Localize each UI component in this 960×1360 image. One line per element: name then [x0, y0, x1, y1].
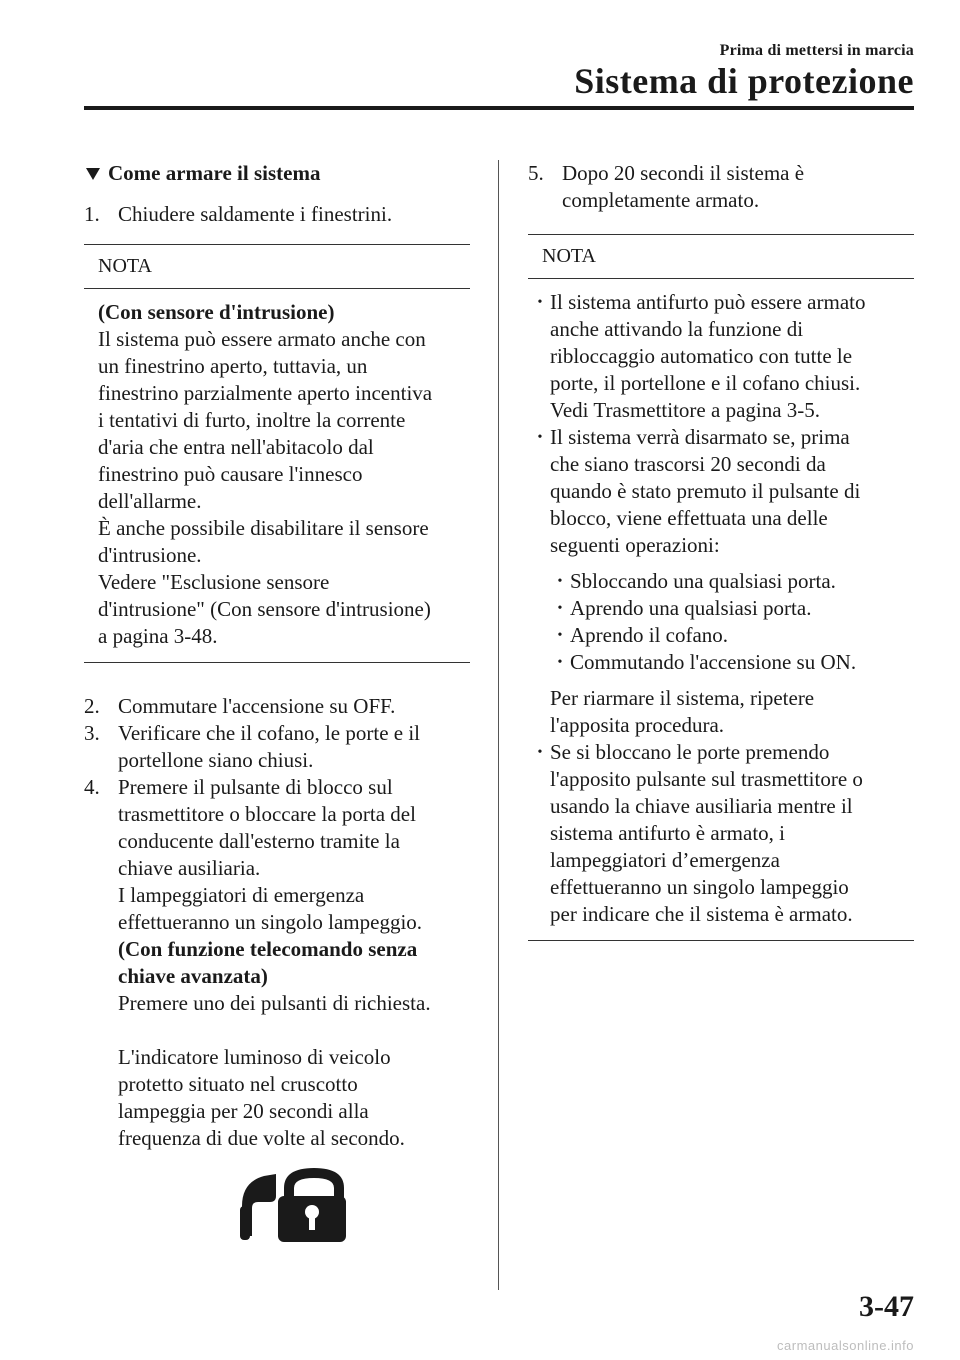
bullet-line: anche attivando la funzione di: [550, 317, 804, 341]
step-line: protetto situato nel cruscotto: [118, 1072, 358, 1096]
bullet-dot-icon: •: [537, 430, 543, 445]
rearm-line: l'apposita procedura.: [550, 713, 725, 737]
step-number: 2.: [84, 694, 100, 718]
step-line: completamente armato.: [562, 188, 760, 212]
step-line: L'indicatore luminoso di veicolo: [118, 1045, 391, 1069]
sub-bullet: [550, 649, 906, 676]
bullet-dot-icon: •: [557, 601, 563, 616]
column-divider: [498, 160, 499, 1290]
note-line: d'intrusione" (Con sensore d'intrusione): [98, 597, 431, 621]
bullet-dot-icon: •: [557, 628, 563, 643]
section-heading: [84, 160, 470, 187]
step-line-bold: chiave avanzata): [118, 964, 268, 988]
bullet-line: Se si bloccano le porte premendo: [550, 740, 830, 764]
step-line-bold: (Con funzione telecomando senza: [118, 937, 418, 961]
bullet-line: che siano trascorsi 20 secondi da: [550, 452, 826, 476]
step-line: lampeggia per 20 secondi alla: [118, 1099, 369, 1123]
note-line: a pagina 3-48.: [98, 624, 218, 648]
step-number: 1.: [84, 202, 100, 226]
note-line: finestrino parzialmente aperto incentiva: [98, 381, 433, 405]
note-bullet: [530, 424, 906, 739]
step-line: chiave ausiliaria.: [118, 856, 261, 880]
note-line: (Con sensore d'intrusione): [98, 300, 335, 324]
bullet-line: effettueranno un singolo lampeggio: [550, 875, 849, 899]
step-line: conducente dall'esterno tramite la: [118, 829, 400, 853]
bullet-line: porte, il portellone e il cofano chiusi.: [550, 371, 861, 395]
note-line: dell'allarme.: [98, 489, 202, 513]
note-bullet: [530, 289, 906, 424]
sub-bullet-text: Commutando l'accensione su ON.: [570, 650, 857, 674]
bullet-text: [550, 289, 906, 424]
step-number: 3.: [84, 721, 100, 745]
note-bullet: [530, 739, 906, 928]
step-2: [84, 693, 470, 720]
step-3: [84, 720, 470, 774]
note-line: un finestrino aperto, tuttavia, un: [98, 354, 368, 378]
note-body: [528, 279, 914, 940]
note-box: [84, 244, 470, 663]
note-label: NOTA: [528, 235, 914, 279]
step-line: Dopo 20 secondi il sistema è: [562, 161, 805, 185]
page-number: 3-47: [859, 1290, 914, 1323]
step-text: [118, 720, 470, 774]
bullet-line: Vedi Trasmettitore a pagina 3-5.: [550, 398, 821, 422]
bullet-line: ribloccaggio automatico con tutte le: [550, 344, 853, 368]
bullet-line: Il sistema antifurto può essere armato: [550, 290, 866, 314]
section-title: Come armare il sistema: [108, 161, 321, 185]
note-line: d'intrusione.: [98, 543, 202, 567]
step-1: [84, 201, 470, 228]
note-line: È anche possibile disabilitare il sensore: [98, 516, 429, 540]
note-line: finestrino può causare l'innesco: [98, 462, 363, 486]
step-number: 5.: [528, 161, 544, 185]
bullet-dot-icon: •: [557, 574, 563, 589]
note-box: [528, 234, 914, 941]
note-body: [84, 289, 470, 662]
step-text: Chiudere saldamente i finestrini.: [118, 202, 393, 226]
bullet-dot-icon: •: [537, 745, 543, 760]
step-line: effettueranno un singolo lampeggio.: [118, 910, 423, 934]
left-column: [84, 160, 470, 1152]
step-text: Commutare l'accensione su OFF.: [118, 694, 396, 718]
footer-watermark: carmanualsonline.info: [777, 1338, 914, 1353]
bullet-line: l'apposito pulsante sul trasmettitore o: [550, 767, 863, 791]
sub-bullet-text: Aprendo una qualsiasi porta.: [570, 596, 812, 620]
bullet-line: usando la chiave ausiliaria mentre il: [550, 794, 853, 818]
step-line: Premere il pulsante di blocco sul: [118, 775, 393, 799]
bullet-line: quando è stato premuto il pulsante di: [550, 479, 861, 503]
step-text: [118, 774, 470, 1152]
security-indicator-icon: [240, 1166, 346, 1242]
bullet-line: Il sistema verrà disarmato se, prima: [550, 425, 850, 449]
step-line: frequenza di due volte al secondo.: [118, 1126, 405, 1150]
rearm-line: Per riarmare il sistema, ripetere: [550, 686, 815, 710]
step-5: [528, 160, 914, 214]
note-label: NOTA: [84, 245, 470, 289]
bullet-dot-icon: •: [537, 295, 543, 310]
bullet-text: [550, 739, 906, 928]
bullet-line: lampeggiatori d’emergenza: [550, 848, 780, 872]
step-text: [562, 160, 914, 214]
note-line: d'aria che entra nell'abitacolo dal: [98, 435, 374, 459]
triangle-down-icon: [86, 168, 100, 180]
bullet-dot-icon: •: [557, 655, 563, 670]
sub-bullet: [550, 568, 906, 595]
step-line: portellone siano chiusi.: [118, 748, 314, 772]
bullet-text: [550, 424, 906, 739]
sub-bullet-text: Aprendo il cofano.: [570, 623, 729, 647]
chapter-subtitle: Prima di mettersi in marcia: [719, 42, 914, 59]
step-number: 4.: [84, 775, 100, 799]
step-4: [84, 774, 470, 1152]
bullet-line: sistema antifurto è armato, i: [550, 821, 786, 845]
bullet-line: per indicare che il sistema è armato.: [550, 902, 853, 926]
bullet-line: seguenti operazioni:: [550, 533, 720, 557]
note-line: Vedere "Esclusione sensore: [98, 570, 330, 594]
header-rule: [84, 106, 914, 110]
note-line: Il sistema può essere armato anche con: [98, 327, 426, 351]
step-line: Premere uno dei pulsanti di richiesta.: [118, 991, 431, 1015]
note-line: i tentativi di furto, inoltre la corrente: [98, 408, 406, 432]
sub-bullet-list: [550, 568, 906, 676]
page-title: Sistema di protezione: [574, 61, 914, 101]
step-line: Verificare che il cofano, le porte e il: [118, 721, 421, 745]
step-line: trasmettitore o bloccare la porta del: [118, 802, 416, 826]
bullet-line: blocco, viene effettuata una delle: [550, 506, 828, 530]
step-line: I lampeggiatori di emergenza: [118, 883, 365, 907]
sub-bullet-text: Sbloccando una qualsiasi porta.: [570, 569, 836, 593]
sub-bullet: [550, 595, 906, 622]
sub-bullet: [550, 622, 906, 649]
right-column: [528, 160, 914, 941]
